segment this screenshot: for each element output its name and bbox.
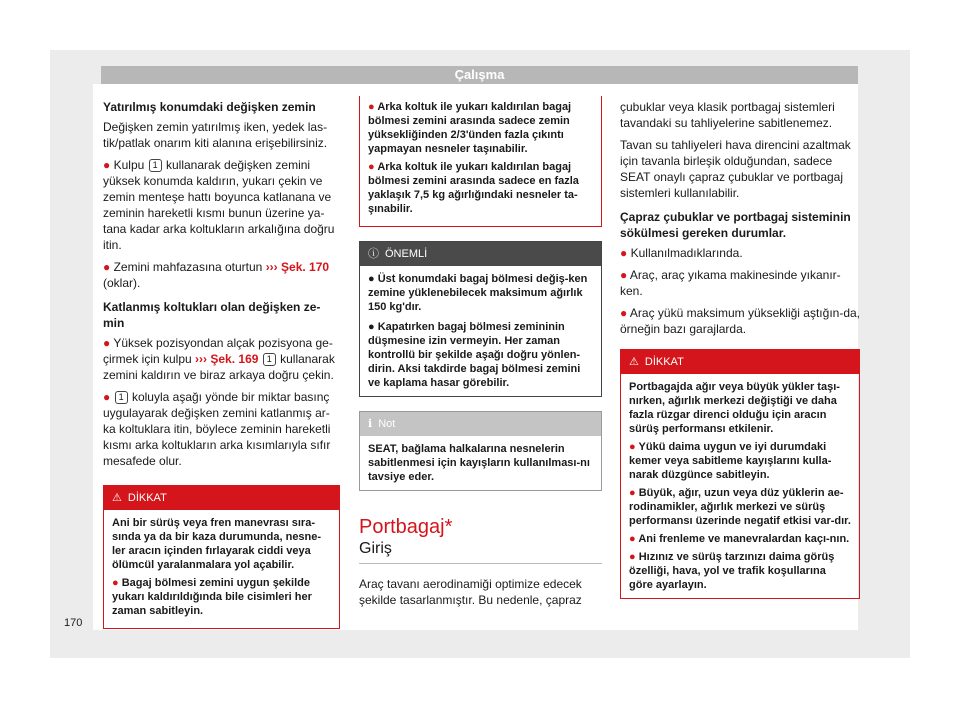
warning-triangle-icon: ⚠ bbox=[629, 356, 639, 368]
page-number: 170 bbox=[64, 617, 83, 629]
warning-title: DİKKAT bbox=[644, 356, 684, 368]
important-bullet bbox=[368, 272, 593, 314]
bullet-icon: ● bbox=[629, 441, 636, 453]
bullet-icon: ● bbox=[368, 273, 375, 285]
warning-box bbox=[620, 349, 860, 599]
warning-text: Ani bir sürüş veya fren manevrası sıra-sında ya da bir kaza durumunda, nesne-ler aracın içinden fırlayarak ciddi veya ölümcül yaralanmalara yol açabilir. bbox=[112, 517, 322, 571]
warning-body bbox=[360, 96, 601, 226]
heading-folded-seats: Katlanmış koltukları olan değişken ze-min bbox=[103, 300, 321, 330]
subsection-title: Giriş bbox=[359, 541, 602, 564]
bullet-text: kullanarak zemini kaldırın ve biraz arkaya doğru çekin. bbox=[103, 352, 335, 382]
bullet-item bbox=[620, 267, 860, 299]
paragraph-access: Değişken zemin yatırılmış iken, yedek las-tik/patlak onarım kiti alanına erişebilirsiniz. bbox=[103, 120, 328, 150]
page-header: Çalışma bbox=[101, 66, 858, 84]
figure-link[interactable]: ››› Şek. 169 bbox=[195, 352, 259, 366]
bullet-icon: ● bbox=[112, 577, 119, 589]
warning-triangle-icon: ⚠ bbox=[112, 492, 122, 504]
paragraph-intro: Araç tavanı aerodinamiği optimize edecek şekilde tasarlanmıştır. Bu nedenle, çapraz bbox=[359, 577, 582, 607]
warning-bullet bbox=[629, 532, 851, 546]
bullet-text: kullanarak değişken zemini yüksek konumda kaldırın, yukarı çekin ve zemin menteşe hattı boyunca katlanana ve zeminin hareketli kısmı bunun üzerine ya-tana kadar arka koltukların arkalığına doğru itin. bbox=[103, 158, 335, 252]
warning-bullet bbox=[368, 100, 593, 156]
important-header bbox=[360, 242, 601, 266]
note-icon: ℹ bbox=[368, 418, 373, 430]
warning-bullet bbox=[368, 160, 593, 216]
bullet-icon: ● bbox=[629, 551, 636, 563]
warning-bullet-text: Yükü daima uygun ve iyi durumdaki kemer veya sabitleme kayışlarını kulla-narak düzgünce sabitleyin. bbox=[629, 441, 832, 481]
bullet-item bbox=[620, 245, 860, 261]
warning-bullet-text: Arka koltuk ile yukarı kaldırılan bagaj bölmesi zemini arasında sadece zemin yüksekliğinden 2/3'ünden fazla çıkıntı yapmayan nesneler taşınabilir. bbox=[368, 101, 572, 155]
bullet-item bbox=[620, 305, 860, 337]
warning-text: Portbagajda ağır veya büyük yükler taşı-nırken, ağırlık merkezi değiştiği ve daha fazla rüzgar direnci olduğu için aracın sürüş performansı etkilenir. bbox=[629, 381, 840, 435]
warning-header bbox=[104, 486, 339, 510]
bullet-text: Kulpu bbox=[113, 158, 145, 172]
paragraph: çubuklar veya klasik portbagaj sistemleri tavandaki su tahliyelerine sabitlenemez. bbox=[620, 100, 835, 130]
paragraph: Tavan su tahliyeleri hava direncini azaltmak için tavanla birleşik olduğundan, sadece SEAT onaylı çapraz çubuklar ve portbagaj sistemleri kullanılabilir. bbox=[620, 138, 851, 200]
warning-bullet-text: Bagaj bölmesi zemini uygun şekilde yukarı kaldırıldığında bile cisimleri her zaman sabitleyin. bbox=[112, 577, 312, 617]
note-box bbox=[359, 411, 602, 491]
bullet-icon: ● bbox=[368, 101, 375, 113]
bullet-icon: ● bbox=[368, 161, 375, 173]
section-title: Portbagaj* bbox=[359, 516, 453, 538]
bullet-text: (oklar). bbox=[103, 276, 141, 290]
warning-box bbox=[103, 485, 340, 629]
warning-bullet bbox=[112, 576, 331, 618]
info-circle-icon: ⓘ bbox=[368, 248, 379, 260]
bullet-icon: ● bbox=[103, 158, 111, 172]
warning-header bbox=[621, 350, 859, 374]
bullet-text: Araç, araç yıkama makinesinde yıkanır-ken. bbox=[620, 268, 841, 298]
warning-bullet-text: Hızınız ve sürüş tarzınızı daima görüş özelliği, hava, yol ve trafik koşullarına göre ayarlayın. bbox=[629, 551, 835, 591]
heading-reclined-floor: Yatırılmış konumdaki değişken zemin bbox=[103, 100, 316, 114]
bullet-item bbox=[103, 335, 340, 383]
bullet-text: koluyla aşağı yönde bir miktar basınç uygulayarak değişken zemini katlanmış ar-ka koltuklara itin, böylece zeminin hareketli kısmı arka koltukların arka kısımlarıyla sıfır mesafede olur. bbox=[103, 390, 331, 468]
important-bullet-text: Kapatırken bagaj bölmesi zemininin düşmesine izin vermeyin. Her zaman kontrollü bir şekilde aşağı doğru yönlen-dirin. Aksi takdirde bagaj bölmesi zemini ve kaplama hasar görebilir. bbox=[368, 321, 581, 389]
warning-title: DİKKAT bbox=[127, 492, 167, 504]
important-bullet bbox=[368, 320, 593, 390]
bullet-icon: ● bbox=[620, 268, 628, 282]
warning-box-continued bbox=[359, 96, 602, 227]
heading-removal: Çapraz çubuklar ve portbagaj sisteminin sökülmesi gereken durumlar. bbox=[620, 210, 851, 240]
bullet-icon: ● bbox=[103, 390, 111, 404]
bullet-text: Kullanılmadıklarında. bbox=[630, 246, 743, 260]
column-1 bbox=[103, 99, 340, 643]
bullet-icon: ● bbox=[620, 306, 628, 320]
column-3 bbox=[620, 99, 860, 613]
bullet-icon: ● bbox=[103, 336, 111, 350]
column-2 bbox=[359, 99, 602, 614]
important-body bbox=[360, 266, 601, 396]
bullet-item bbox=[103, 259, 340, 291]
bullet-icon: ● bbox=[103, 260, 111, 274]
important-title: ÖNEMLİ bbox=[385, 248, 428, 260]
figure-link[interactable]: ››› Şek. 170 bbox=[265, 260, 330, 274]
bullet-text: Araç yükü maksimum yüksekliği aştığın-da, örneğin bazı garajlarda. bbox=[620, 306, 861, 336]
bullet-text: Zemini mahfazasına oturtun bbox=[113, 260, 263, 274]
warning-bullet-text: Arka koltuk ile yukarı kaldırılan bagaj bölmesi zemini arasında sadece en fazla yaklaşık 7,5 kg ağırlığındaki nesneler ta-şınabilir. bbox=[368, 161, 579, 215]
important-box bbox=[359, 241, 602, 397]
bullet-icon: ● bbox=[368, 321, 375, 333]
note-body: SEAT, bağlama halkalarına nesnelerin sabitlenmesi için kayışların kullanılması-nı tavsiye eder. bbox=[368, 443, 590, 483]
callout-number: 1 bbox=[263, 353, 276, 366]
bullet-item bbox=[103, 389, 340, 469]
note-header bbox=[360, 412, 601, 436]
warning-bullet bbox=[629, 440, 851, 482]
bullet-text: Yüksek pozisyondan alçak pozisyona ge-çirmek için kulpu bbox=[103, 336, 333, 366]
bullet-icon: ● bbox=[629, 487, 636, 499]
warning-bullet-text: Büyük, ağır, uzun veya düz yüklerin ae-rodinamikler, ağırlık merkezi ve sürüş performansı üzerinde negatif etkisi var-dır. bbox=[629, 487, 851, 527]
bullet-icon: ● bbox=[620, 246, 628, 260]
warning-body bbox=[104, 510, 339, 628]
warning-body bbox=[621, 374, 859, 598]
warning-bullet-text: Ani frenleme ve manevralardan kaçı-nın. bbox=[638, 533, 850, 545]
important-bullet-text: Üst konumdaki bagaj bölmesi değiş-ken zemine yüklenebilecek maksimum ağırlık 150 kg'dır. bbox=[368, 273, 588, 313]
warning-bullet bbox=[629, 486, 851, 528]
warning-bullet bbox=[629, 550, 851, 592]
note-title: Not bbox=[378, 418, 396, 430]
callout-number: 1 bbox=[115, 391, 128, 404]
bullet-item bbox=[103, 157, 340, 253]
callout-number: 1 bbox=[149, 159, 162, 172]
bullet-icon: ● bbox=[629, 533, 636, 545]
